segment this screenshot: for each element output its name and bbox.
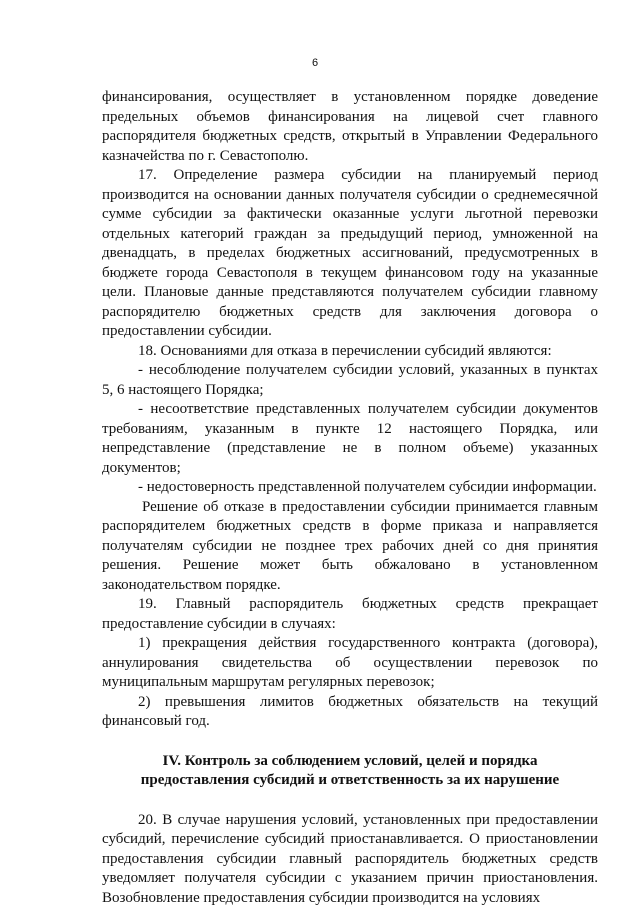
paragraph-19: 19. Главный распорядитель бюджетных средств прекращает предоставление субсидии в случаях: — [102, 595, 598, 634]
paragraph-continuation: финансирования, осуществляет в установленном порядке доведение предельных объемов финансирования на лицевой счет главного распорядителя бюджетных средств, открытый в Управлении Федерального казначейства по г. Севастополю. — [102, 88, 598, 166]
section-heading-line-1: IV. Контроль за соблюдением условий, целей и порядка — [102, 752, 598, 772]
section-heading — [102, 752, 598, 791]
page-number: 6 — [0, 57, 630, 69]
paragraph-18: 18. Основаниями для отказа в перечислении субсидий являются: — [102, 342, 598, 362]
list-item-refusal-3: - недостоверность представленной получателем субсидии информации. — [102, 478, 598, 498]
list-item-refusal-2: - несоответствие представленных получателем субсидии документов требованиям, указанным в пункте 12 настоящего Порядка, или непредставление (представление не в полном объеме) указанных документов; — [102, 400, 598, 478]
list-item-termination-1: 1) прекращения действия государственного контракта (договора), аннулирования свидетельства об осуществлении перевозок по муниципальным маршрутам регулярных перевозок; — [102, 634, 598, 693]
document-body — [102, 88, 598, 908]
list-item-refusal-1: - несоблюдение получателем субсидии условий, указанных в пунктах 5, 6 настоящего Порядка; — [102, 361, 598, 400]
paragraph-20: 20. В случае нарушения условий, установленных при предоставлении субсидий, перечисление субсидий приостанавливается. О приостановлении предоставления субсидии главный распорядитель бюджетных средств уведомляет получателя субсидии с указанием причин приостановления. Возобновление предоставления субсидии производится на условиях — [102, 811, 598, 908]
paragraph-17: 17. Определение размера субсидии на планируемый период производится на основании данных получателя субсидии о среднемесячной сумме субсидии за фактически оказанные услуги льготной перевозки отдельных категорий граждан за предыдущий период, умноженной на двенадцать, в пределах бюджетных ассигнований, предусмотренных в бюджете города Севастополя в текущем финансовом году на указанные цели. Плановые данные представляются получателем субсидии главному распорядителю бюджетных средств для заключения договора о предоставлении субсидии. — [102, 166, 598, 342]
section-heading-line-2: предоставления субсидий и ответственность за их нарушение — [102, 771, 598, 791]
list-item-termination-2: 2) превышения лимитов бюджетных обязательств на текущий финансовый год. — [102, 693, 598, 732]
paragraph-refusal-decision: Решение об отказе в предоставлении субсидии принимается главным распорядителем бюджетных средств в форме приказа и направляется получателям субсидии не позднее трех рабочих дней со дня принятия решения. Решение может быть обжаловано в установленном законодательством порядке. — [102, 498, 598, 596]
